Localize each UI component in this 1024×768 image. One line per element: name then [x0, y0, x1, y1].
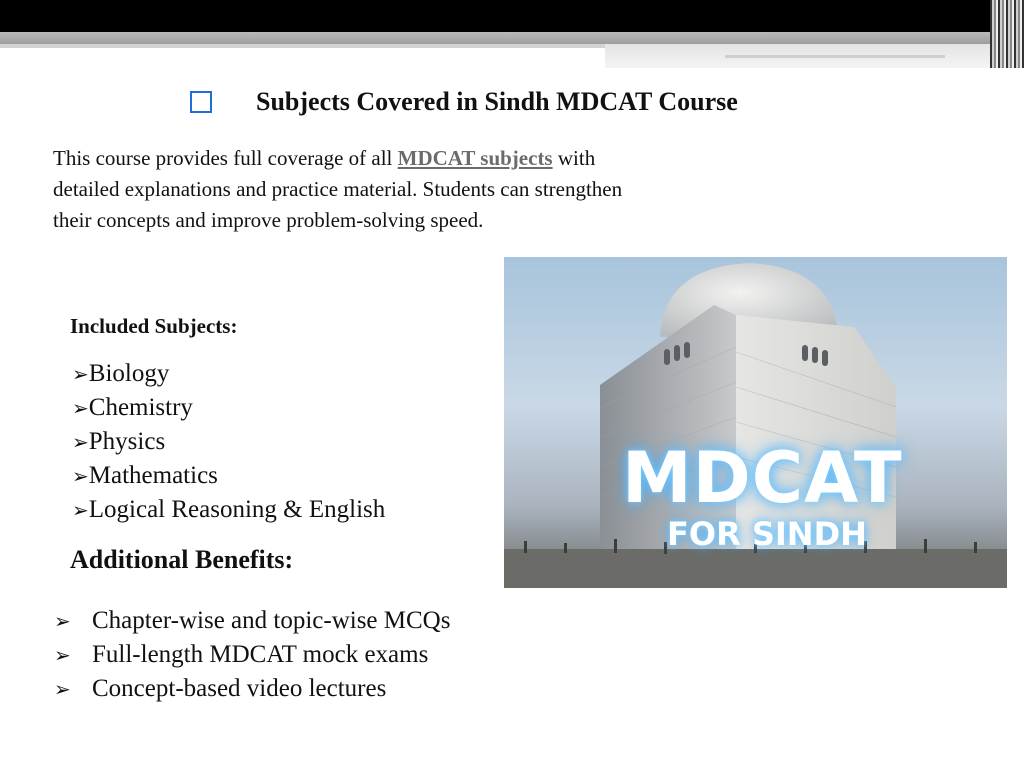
- additional-benefits-heading: Additional Benefits:: [70, 545, 294, 574]
- list-item: [72, 459, 385, 493]
- arrow-bullet-icon: ➢: [72, 464, 89, 488]
- arrow-bullet-icon: ➢: [72, 396, 89, 420]
- mdcat-subjects-link[interactable]: MDCAT subjects: [397, 146, 553, 170]
- arrow-bullet-icon: ➢: [54, 677, 71, 701]
- list-item: [72, 357, 385, 391]
- checkbox-square-icon: [190, 91, 212, 113]
- list-item: [72, 425, 385, 459]
- benefit-label: Concept-based video lectures: [92, 675, 387, 702]
- subject-label: Chemistry: [88, 394, 193, 421]
- list-item: [54, 638, 450, 672]
- subject-label: Mathematics: [88, 462, 218, 489]
- list-item: [72, 493, 385, 527]
- benefit-label: Full-length MDCAT mock exams: [92, 641, 429, 668]
- list-item: [72, 391, 385, 425]
- benefit-label: Chapter-wise and topic-wise MCQs: [92, 607, 451, 634]
- header-grey-bar: [0, 32, 1024, 44]
- list-item: [54, 672, 450, 706]
- list-item: [54, 604, 450, 638]
- arrow-bullet-icon: ➢: [72, 498, 89, 522]
- intro-text-start: This course provides full coverage of all: [53, 146, 398, 170]
- included-subjects-heading: Included Subjects:: [70, 314, 238, 338]
- subject-label: Physics: [88, 428, 166, 455]
- intro-text-end: with detailed explanations and practice material. Students can strengthen their concepts and improve problem-solving speed.: [53, 146, 623, 232]
- slide-title-text: Subjects Covered in Sindh MDCAT Course: [256, 87, 738, 116]
- header-light-bar: [0, 44, 610, 48]
- header-stripes: [990, 0, 1024, 68]
- arrow-bullet-icon: ➢: [54, 609, 71, 633]
- mdcat-for-sindh-image: [504, 257, 1007, 588]
- arrow-bullet-icon: ➢: [72, 430, 89, 454]
- subject-label: Biology: [88, 360, 170, 387]
- image-subtitle-text: FOR SINDH: [667, 515, 867, 553]
- arrow-bullet-icon: ➢: [54, 643, 71, 667]
- benefits-list: [54, 604, 450, 706]
- image-title-text: MDCAT: [622, 437, 903, 519]
- header-divider: [725, 55, 945, 58]
- subject-label: Logical Reasoning & English: [88, 496, 386, 523]
- subjects-list: [72, 357, 385, 527]
- arrow-bullet-icon: ➢: [72, 362, 89, 386]
- header-fade-bar: [605, 44, 1024, 68]
- header-black-bar: [0, 0, 1024, 32]
- intro-paragraph: [53, 143, 623, 236]
- slide-title: [186, 84, 946, 120]
